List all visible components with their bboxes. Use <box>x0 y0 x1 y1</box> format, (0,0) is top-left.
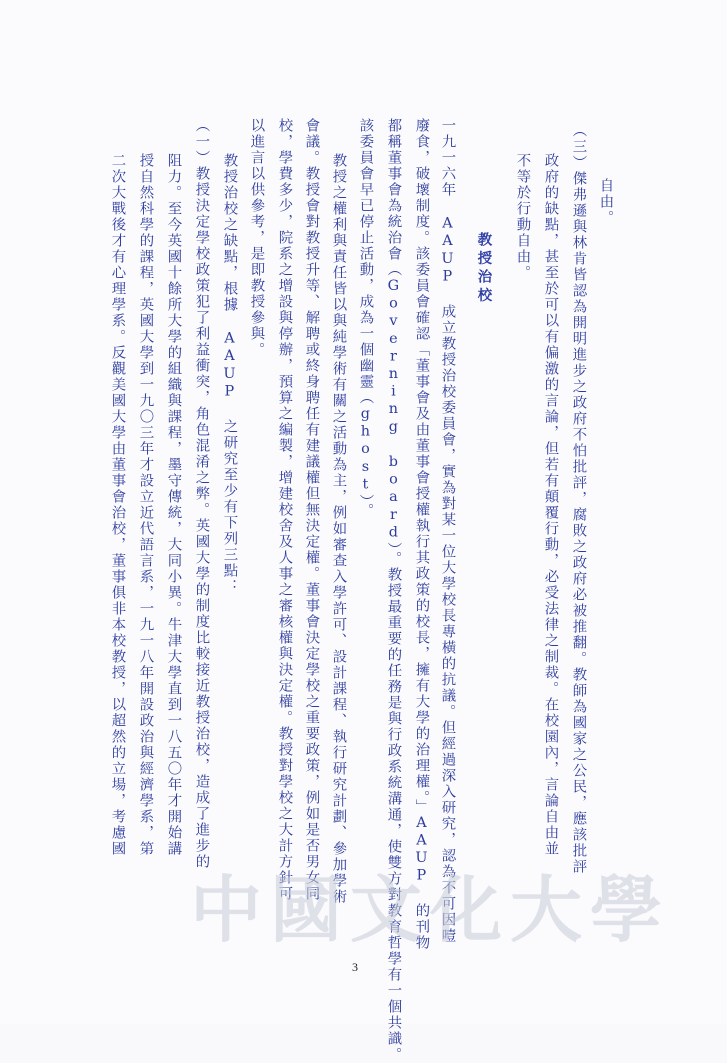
text-line-9: 教授之權利與責任皆以與純學術有關之活動為主，例如審查入學許可、設計課程、執行研究計劃、參加學術 <box>330 153 347 905</box>
text-line-7: 都稱董事會為統治會（Governing board）。教授最重要的任務是與行政系統溝通，使雙方對教育哲學有一個共識。 <box>385 118 402 1063</box>
text-line-2: （三）傑弗遜與林肯皆認為開明進步之政府不怕批評，腐敗之政府必被推翻。教師為國家之公民，應該批評 <box>570 123 587 875</box>
text-line-16: 授自然科學的課程，英國大學到一九〇三年才設立近代語言系，一九一八年開設政治與經濟學系，第 <box>137 153 154 857</box>
text-line-11: 校，學費多少，院系之增設與停辦，預算之編製，增建校舍及人事之審核權與決定權。教授對學校之大計方針可 <box>276 118 293 902</box>
text-line-13: 教授治校之缺點，根據 AAUP 之研究至少有下列三點： <box>221 153 238 595</box>
watermark: 中國文化大學 <box>190 868 671 952</box>
text-line-4: 不等於行動自由。 <box>514 153 531 281</box>
text-line-3: 政府的缺點，甚至於可以有偏激的言論，但若有顛覆行動，必受法律之制裁。在校園內，言論自由並 <box>542 153 559 857</box>
text-line-12: 以進言以供參考，是即教授參與。 <box>248 118 265 358</box>
text-line-6: 廢食，破壞制度。該委員會確認「董事會及由董事會授權執行其政策的校長，擁有大學的治理權。」AAUP 的刊物 <box>413 118 430 951</box>
text-line-14: （一）教授決定學校政策犯了利益衝突，角色混淆之弊。英國大學的制度比較接近教授治校，造成了進步的 <box>193 118 210 870</box>
text-line-5: 一九一六年 AAUP 成立教授治校委員會，實為對某一位大學校長專橫的抗議。但經過深入研究，認為不可因噎 <box>439 118 456 944</box>
text-line-1: 自由。 <box>597 178 614 226</box>
page-number: 3 <box>352 960 358 974</box>
section-heading: 教授治校 <box>475 232 493 306</box>
text-line-17: 二次大戰後才有心理學系。反觀美國大學由董事會治校，董事俱非本校教授，以超然的立場，考慮國 <box>109 153 126 857</box>
text-line-15: 阻力。至今英國十餘所大學的組織與課程，墨守傳統，大同小異。牛津大學直到一八五〇年才開始講 <box>165 153 182 857</box>
text-line-10: 會議。教授會對教授升等、解聘或終身聘任有建議權但無決定權。董事會決定學校之重要政策，例如是否男女同 <box>303 118 320 902</box>
text-line-8: 該委員會早已停止活動，成為一個幽靈（ghost）。 <box>357 118 374 519</box>
